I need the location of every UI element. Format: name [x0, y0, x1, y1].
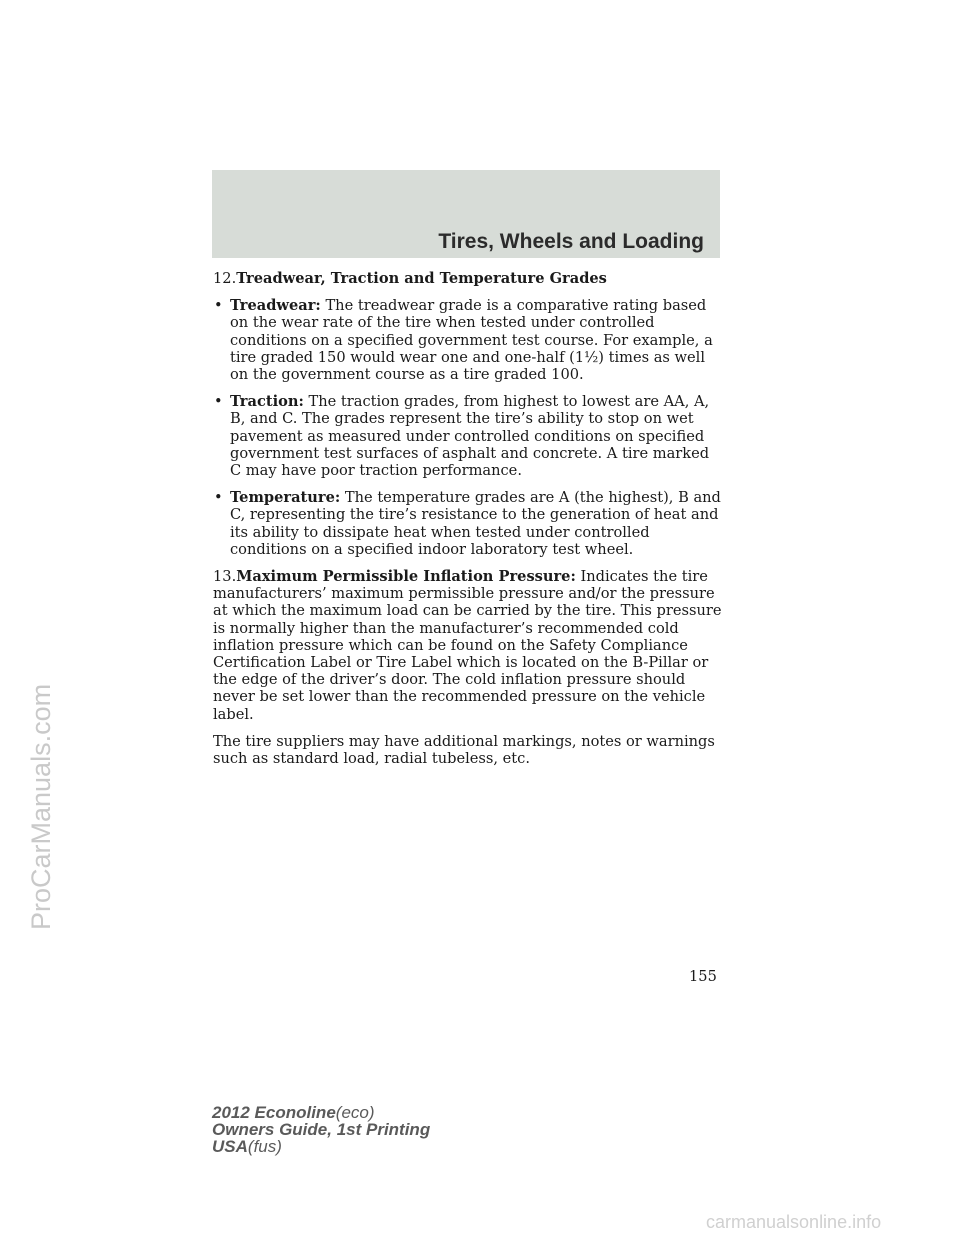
page-number: 155 [689, 968, 717, 985]
watermark-text: ProCarManuals.com [26, 683, 56, 930]
bullet-term: Temperature: [230, 489, 341, 507]
bullet-treadwear: • Treadwear: The treadwear grade is a comparative rating based on the wear rate of the tire when tested under controlled conditions on a specified government test course. For example, a tire graded 150 would wear one and one-half (1½) times as well on the government course as a tire graded 100. [214, 297, 713, 384]
closing-paragraph: The tire suppliers may have additional markings, notes or warnings such as standard load, radial tubeless, etc. [213, 732, 715, 768]
item-13-paragraph: 13.Maximum Permissible Inflation Pressure: Indicates the tire manufacturers’ maximum permissible pressure and/or the pressure at which the maximum load can be carried by the tire. This pressure is normally higher than the manufacturer’s recommended cold inflation pressure which can be found on the Safety Compliance Certification Label or Tire Label which is located on the B-Pillar or the edge of the driver’s door. The cold inflation pressure should never be set lower than the recommended pressure on the vehicle label. [213, 568, 722, 723]
bullet-text: The traction grades, from highest to lowest are AA, A, B, and C. The grades represent the tire’s ability to stop on wet pavement as measured under controlled conditions on specified government test surfaces of asphalt and concrete. A tire marked C may have poor traction performance. [230, 393, 710, 480]
document-footer [212, 1104, 430, 1155]
side-watermark [26, 684, 56, 930]
item-12-heading: 12.Treadwear, Traction and Temperature Grades [213, 270, 607, 287]
page-content [213, 270, 723, 777]
bullet-text: The temperature grades are A (the highest), B and C, representing the tire’s resistance to the generation of heat and its ability to dissipate heat when tested under controlled conditions on a specified indoor laboratory test wheel. [230, 489, 721, 558]
footer-line-1: 2012 Econoline(eco) [212, 1103, 375, 1122]
bullet-traction: • Traction: The traction grades, from highest to lowest are AA, A, B, and C. The grades represent the tire’s ability to stop on wet pavement as measured under controlled conditions on specified government test surfaces of asphalt and concrete. A tire marked C may have poor traction performance. [214, 393, 710, 480]
bullet-term: Traction: [230, 393, 304, 411]
site-watermark: carmanualsonline.info [706, 1212, 882, 1232]
section-title: Tires, Wheels and Loading [438, 230, 704, 253]
bullet-temperature: • Temperature: The temperature grades are A (the highest), B and C, representing the tire’s resistance to the generation of heat and its ability to dissipate heat when tested under controlled conditions on a specified indoor laboratory test wheel. [214, 489, 721, 558]
footer-line-2: Owners Guide, 1st Printing [212, 1120, 431, 1139]
footer-line-3: USA(fus) [212, 1137, 282, 1156]
bullet-term: Treadwear: [230, 297, 321, 315]
section-header-band [212, 170, 720, 258]
bullet-text: The treadwear grade is a comparative rating based on the wear rate of the tire when tested under controlled conditions on a specified government test course. For example, a tire graded 150 would wear one and one-half (1½) times as well on the government course as a tire graded 100. [230, 297, 713, 384]
